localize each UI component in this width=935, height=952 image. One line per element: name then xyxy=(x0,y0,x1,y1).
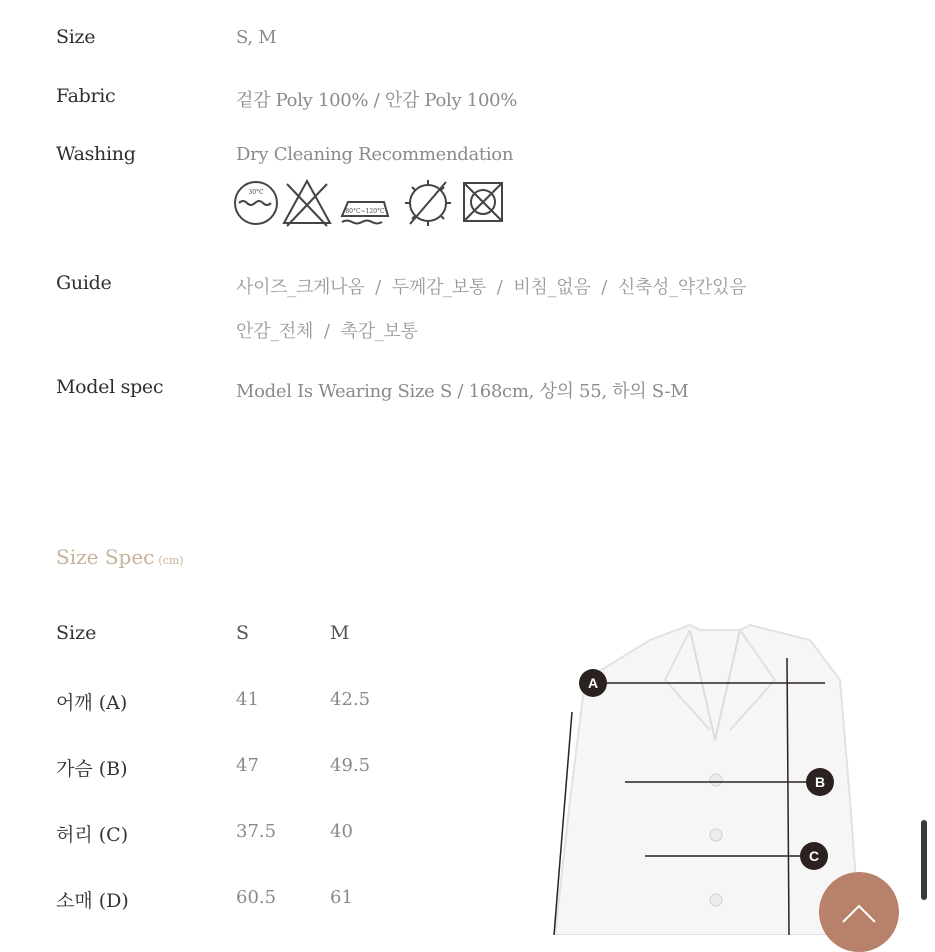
model-spec-value: Model Is Wearing Size S / 168cm, 상의 55, 하의 S-M xyxy=(236,381,689,402)
table-cell-m: 61 xyxy=(330,887,353,908)
table-header-s: S xyxy=(236,622,250,644)
size-label: Size xyxy=(56,26,96,48)
washing-value: Dry Cleaning Recommendation xyxy=(236,144,514,165)
fabric-label: Fabric xyxy=(56,85,116,107)
guide-line1: 사이즈_크게나옴 / 두께감_보통 / 비침_없음 / 신축성_약간있음 xyxy=(236,277,747,298)
hand-wash-temp: 30°C xyxy=(248,189,264,196)
table-row-label: 허리 (C) xyxy=(56,824,129,846)
table-cell-s: 41 xyxy=(236,689,259,710)
no-tumble-dry-icon xyxy=(405,180,451,226)
marker-c xyxy=(800,842,828,870)
iron-low-temp-icon xyxy=(342,202,388,224)
marker-b-label: B xyxy=(814,774,826,790)
scroll-to-top-button[interactable] xyxy=(819,872,899,952)
table-row-label: 어깨 (A) xyxy=(56,692,128,714)
marker-b xyxy=(806,768,834,796)
size-spec-title xyxy=(56,545,184,569)
table-header-m: M xyxy=(330,622,350,644)
no-bleach-icon xyxy=(284,181,330,226)
table-cell-m: 49.5 xyxy=(330,755,371,776)
guide-line2: 안감_전체 / 촉감_보통 xyxy=(236,321,418,342)
scrollbar-thumb[interactable] xyxy=(921,820,927,900)
hand-wash-icon xyxy=(235,182,277,224)
size-spec-unit: (cm) xyxy=(158,554,184,567)
table-cell-m: 40 xyxy=(330,821,353,842)
table-cell-s: 47 xyxy=(236,755,259,776)
marker-c-label: C xyxy=(808,848,820,864)
chevron-up-icon xyxy=(819,872,899,932)
model-spec-label: Model spec xyxy=(56,376,164,398)
size-value: S, M xyxy=(236,27,277,48)
marker-a-label: A xyxy=(587,675,599,691)
washing-icons xyxy=(232,178,512,230)
no-dry-icon xyxy=(464,183,502,221)
table-cell-s: 37.5 xyxy=(236,821,277,842)
table-header-size: Size xyxy=(56,622,97,644)
fabric-value: 겉감 Poly 100% / 안감 Poly 100% xyxy=(236,90,518,111)
table-cell-m: 42.5 xyxy=(330,689,371,710)
table-row-label: 소매 (D) xyxy=(56,890,129,912)
guide-label: Guide xyxy=(56,272,112,294)
size-spec-title-text: Size Spec xyxy=(56,545,155,569)
table-cell-s: 60.5 xyxy=(236,887,277,908)
iron-temp: 80°C~120°C xyxy=(345,208,385,215)
washing-label: Washing xyxy=(56,143,136,165)
marker-a xyxy=(579,669,607,697)
table-row-label: 가슴 (B) xyxy=(56,758,128,780)
